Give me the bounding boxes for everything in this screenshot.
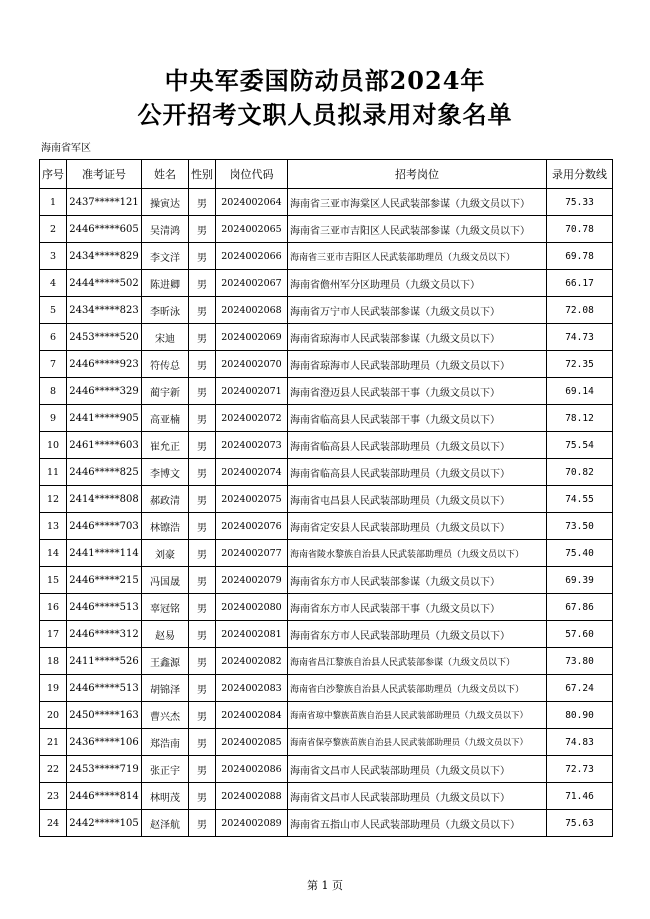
table-row [40,351,613,378]
table-row [40,594,613,621]
cell-post-code: 2024002083 [216,675,288,702]
cell-post: 海南省三亚市吉阳区人民武装部助理员（九级文员以下） [288,243,547,270]
cell-name: 林镲浩 [142,513,189,540]
cell-post-code: 2024002069 [216,324,288,351]
cell-no: 13 [40,513,67,540]
cell-post: 海南省琼海市人民武装部助理员（九级文员以下） [288,351,547,378]
cell-post-code: 2024002077 [216,540,288,567]
table-row [40,432,613,459]
cell-name: 郝政清 [142,486,189,513]
header-cell-post: 招考岗位 [288,160,547,189]
cell-name: 赵易 [142,621,189,648]
header-cell-post-code: 岗位代码 [216,160,288,189]
cell-no: 19 [40,675,67,702]
cell-name: 李文洋 [142,243,189,270]
cell-no: 9 [40,405,67,432]
cell-post-code: 2024002064 [216,189,288,216]
candidate-table [39,159,613,837]
cell-gender: 男 [189,621,216,648]
cell-no: 10 [40,432,67,459]
table-row [40,675,613,702]
cell-score: 75.33 [547,189,613,216]
cell-score: 72.73 [547,756,613,783]
page-title-line2: 公开招考文职人员拟录用对象名单 [137,100,513,129]
table-row [40,216,613,243]
cell-score: 67.86 [547,594,613,621]
cell-no: 6 [40,324,67,351]
table-header-row [40,160,613,189]
cell-post-code: 2024002065 [216,216,288,243]
cell-score: 75.40 [547,540,613,567]
header-cell-name: 姓名 [142,160,189,189]
cell-gender: 男 [189,243,216,270]
cell-no: 23 [40,783,67,810]
cell-score: 70.78 [547,216,613,243]
cell-name: 李昕泳 [142,297,189,324]
cell-gender: 男 [189,648,216,675]
cell-exam-id: 2442*****105 [67,810,142,837]
cell-exam-id: 2446*****703 [67,513,142,540]
cell-score: 69.78 [547,243,613,270]
cell-name: 郑浩南 [142,729,189,756]
header-cell-no: 序号 [40,160,67,189]
cell-post-code: 2024002079 [216,567,288,594]
cell-post: 海南省定安县人民武装部助理员（九级文员以下） [288,513,547,540]
cell-post-code: 2024002081 [216,621,288,648]
cell-exam-id: 2453*****719 [67,756,142,783]
cell-post-code: 2024002082 [216,648,288,675]
cell-exam-id: 2453*****520 [67,324,142,351]
cell-gender: 男 [189,486,216,513]
cell-post-code: 2024002070 [216,351,288,378]
cell-score: 67.24 [547,675,613,702]
cell-exam-id: 2434*****829 [67,243,142,270]
cell-no: 18 [40,648,67,675]
page-title-line1: 中央军委国防动员部2024年 [164,66,486,95]
cell-post: 海南省陵水黎族自治县人民武装部助理员（九级文员以下） [288,540,547,567]
cell-name: 崔允正 [142,432,189,459]
cell-score: 70.82 [547,459,613,486]
cell-exam-id: 2437*****121 [67,189,142,216]
cell-gender: 男 [189,189,216,216]
cell-post: 海南省三亚市海棠区人民武装部参谋（九级文员以下） [288,189,547,216]
cell-score: 74.83 [547,729,613,756]
cell-post-code: 2024002074 [216,459,288,486]
cell-post: 海南省屯昌县人民武装部助理员（九级文员以下） [288,486,547,513]
table-row [40,297,613,324]
cell-exam-id: 2444*****502 [67,270,142,297]
cell-post: 海南省白沙黎族自治县人民武装部助理员（九级文员以下） [288,675,547,702]
cell-score: 69.39 [547,567,613,594]
cell-name: 张正宇 [142,756,189,783]
cell-post-code: 2024002071 [216,378,288,405]
table-row [40,648,613,675]
cell-gender: 男 [189,324,216,351]
cell-post: 海南省琼海市人民武装部参谋（九级文员以下） [288,324,547,351]
cell-gender: 男 [189,567,216,594]
cell-score: 73.50 [547,513,613,540]
cell-post: 海南省五指山市人民武装部助理员（九级文员以下） [288,810,547,837]
cell-post: 海南省三亚市吉阳区人民武装部参谋（九级文员以下） [288,216,547,243]
cell-post: 海南省保亭黎族苗族自治县人民武装部助理员（九级文员以下） [288,729,547,756]
cell-gender: 男 [189,513,216,540]
table-row [40,459,613,486]
table-row [40,621,613,648]
cell-no: 3 [40,243,67,270]
cell-post: 海南省万宁市人民武装部参谋（九级文员以下） [288,297,547,324]
cell-score: 66.17 [547,270,613,297]
cell-gender: 男 [189,756,216,783]
cell-post: 海南省文昌市人民武装部助理员（九级文员以下） [288,756,547,783]
table-row [40,810,613,837]
cell-score: 72.35 [547,351,613,378]
cell-score: 75.63 [547,810,613,837]
table-row [40,405,613,432]
cell-exam-id: 2446*****923 [67,351,142,378]
cell-name: 辜冠铭 [142,594,189,621]
cell-post-code: 2024002089 [216,810,288,837]
cell-post: 海南省文昌市人民武装部助理员（九级文员以下） [288,783,547,810]
table-row [40,270,613,297]
cell-post-code: 2024002084 [216,702,288,729]
page-number: 第 1 页 [307,879,343,892]
cell-no: 2 [40,216,67,243]
cell-exam-id: 2446*****605 [67,216,142,243]
cell-post-code: 2024002086 [216,756,288,783]
cell-exam-id: 2436*****106 [67,729,142,756]
cell-no: 1 [40,189,67,216]
cell-gender: 男 [189,405,216,432]
cell-no: 17 [40,621,67,648]
cell-gender: 男 [189,432,216,459]
cell-exam-id: 2450*****163 [67,702,142,729]
cell-exam-id: 2441*****905 [67,405,142,432]
cell-exam-id: 2446*****513 [67,594,142,621]
table-row [40,324,613,351]
cell-gender: 男 [189,783,216,810]
table-row [40,243,613,270]
cell-no: 5 [40,297,67,324]
cell-name: 蔺宇新 [142,378,189,405]
cell-name: 高亚楠 [142,405,189,432]
cell-score: 71.46 [547,783,613,810]
cell-name: 宋迪 [142,324,189,351]
cell-post: 海南省临高县人民武装部助理员（九级文员以下） [288,459,547,486]
cell-name: 王鑫源 [142,648,189,675]
cell-gender: 男 [189,378,216,405]
cell-post: 海南省东方市人民武装部参谋（九级文员以下） [288,567,547,594]
cell-name: 刘豪 [142,540,189,567]
cell-no: 21 [40,729,67,756]
cell-post-code: 2024002085 [216,729,288,756]
cell-exam-id: 2446*****825 [67,459,142,486]
header-cell-exam-id: 准考证号 [67,160,142,189]
table-row [40,540,613,567]
table-row [40,486,613,513]
cell-name: 胡锦泽 [142,675,189,702]
cell-name: 李博文 [142,459,189,486]
cell-score: 73.80 [547,648,613,675]
cell-exam-id: 2414*****808 [67,486,142,513]
cell-score: 74.55 [547,486,613,513]
cell-no: 20 [40,702,67,729]
header-cell-score: 录用分数线 [547,160,613,189]
cell-post-code: 2024002066 [216,243,288,270]
cell-post: 海南省琼中黎族苗族自治县人民武装部助理员（九级文员以下） [288,702,547,729]
cell-post: 海南省东方市人民武装部助理员（九级文员以下） [288,621,547,648]
cell-score: 80.90 [547,702,613,729]
cell-exam-id: 2441*****114 [67,540,142,567]
cell-exam-id: 2446*****215 [67,567,142,594]
cell-score: 57.60 [547,621,613,648]
cell-gender: 男 [189,351,216,378]
cell-score: 74.73 [547,324,613,351]
cell-post-code: 2024002067 [216,270,288,297]
region-label: 海南省军区 [41,143,91,154]
cell-exam-id: 2446*****513 [67,675,142,702]
cell-post-code: 2024002073 [216,432,288,459]
cell-post: 海南省临高县人民武装部助理员（九级文员以下） [288,432,547,459]
cell-no: 11 [40,459,67,486]
header-cell-gender: 性别 [189,160,216,189]
cell-post-code: 2024002076 [216,513,288,540]
cell-no: 15 [40,567,67,594]
cell-score: 69.14 [547,378,613,405]
table-body [40,189,613,837]
cell-name: 赵泽航 [142,810,189,837]
cell-post: 海南省临高县人民武装部干事（九级文员以下） [288,405,547,432]
cell-name: 符传总 [142,351,189,378]
table-row [40,378,613,405]
cell-score: 75.54 [547,432,613,459]
cell-gender: 男 [189,270,216,297]
table-row [40,567,613,594]
cell-post-code: 2024002075 [216,486,288,513]
cell-exam-id: 2411*****526 [67,648,142,675]
cell-name: 冯国晟 [142,567,189,594]
cell-post-code: 2024002088 [216,783,288,810]
cell-no: 4 [40,270,67,297]
cell-gender: 男 [189,297,216,324]
table-row [40,189,613,216]
table-row [40,513,613,540]
cell-post-code: 2024002072 [216,405,288,432]
cell-gender: 男 [189,540,216,567]
cell-no: 16 [40,594,67,621]
cell-post-code: 2024002080 [216,594,288,621]
cell-gender: 男 [189,216,216,243]
cell-post: 海南省儋州军分区助理员（九级文员以下） [288,270,547,297]
cell-name: 陈进卿 [142,270,189,297]
cell-name: 操寅达 [142,189,189,216]
table-row [40,729,613,756]
cell-score: 78.12 [547,405,613,432]
cell-post: 海南省东方市人民武装部干事（九级文员以下） [288,594,547,621]
cell-exam-id: 2434*****823 [67,297,142,324]
cell-exam-id: 2446*****312 [67,621,142,648]
cell-gender: 男 [189,702,216,729]
cell-name: 林明茂 [142,783,189,810]
cell-score: 72.08 [547,297,613,324]
cell-name: 曹兴杰 [142,702,189,729]
cell-gender: 男 [189,810,216,837]
cell-gender: 男 [189,729,216,756]
cell-no: 24 [40,810,67,837]
cell-no: 14 [40,540,67,567]
cell-post: 海南省澄迈县人民武装部干事（九级文员以下） [288,378,547,405]
cell-gender: 男 [189,675,216,702]
cell-no: 8 [40,378,67,405]
cell-no: 7 [40,351,67,378]
table-row [40,783,613,810]
cell-exam-id: 2446*****814 [67,783,142,810]
cell-no: 22 [40,756,67,783]
cell-no: 12 [40,486,67,513]
cell-gender: 男 [189,594,216,621]
table-row [40,756,613,783]
cell-gender: 男 [189,459,216,486]
cell-name: 吴清鸿 [142,216,189,243]
table-row [40,702,613,729]
cell-exam-id: 2446*****329 [67,378,142,405]
cell-post: 海南省昌江黎族自治县人民武装部参谋（九级文员以下） [288,648,547,675]
cell-post-code: 2024002068 [216,297,288,324]
cell-exam-id: 2461*****603 [67,432,142,459]
